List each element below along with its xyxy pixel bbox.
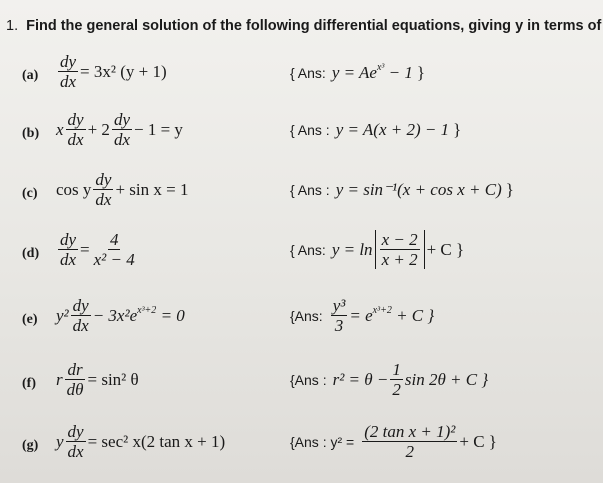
equation-lhs: x (56, 119, 64, 139)
item-label: (d) (22, 246, 40, 261)
item-label: (g) (22, 438, 39, 453)
item-f (0, 358, 603, 414)
equation-rhs: − $3x^2e^{x^3+2} = 0$ (92, 305, 185, 325)
equation-lhs: cos y (56, 179, 92, 199)
answer-expression: $y = Ae^{x^3} - 1$ (331, 62, 413, 82)
item-label: (e) (22, 312, 38, 327)
item-g (0, 420, 603, 476)
answer-open: { Ans: (290, 241, 326, 258)
equation (56, 296, 185, 335)
question-text: Find the general solution of the following differential equations, giving y in terms of (26, 18, 602, 34)
equation (56, 230, 139, 269)
item-c (0, 168, 603, 224)
item-label: (c) (22, 186, 38, 201)
answer-suffix: = $e^{x^3+2} + C$ } (349, 305, 435, 325)
equation-term: + 2 (87, 119, 110, 139)
answer-fraction: $\frac{x - 2}{x + 2}$ (381, 230, 418, 269)
absolute-value (375, 230, 425, 269)
equation-lhs: r (56, 369, 63, 389)
answer-close: } (505, 180, 514, 199)
answer (286, 230, 464, 269)
answer-open: {Ans : (290, 371, 327, 388)
equation-rhs: = sin² θ (87, 369, 139, 389)
answer (286, 180, 514, 200)
equation-rhs: = sec² x(2 tan x + 1) (87, 431, 226, 451)
equals-sign: = (80, 239, 90, 259)
equation-rhs: − 1 = y (133, 119, 183, 139)
answer-prefix: y = ln (331, 239, 373, 259)
item-d (0, 228, 603, 284)
equation-lhs: y² (56, 305, 69, 325)
derivative-fraction: $\frac{dy}{dx}$ (72, 296, 89, 335)
item-b (0, 108, 603, 164)
answer (286, 422, 497, 461)
item-label: (a) (22, 68, 39, 83)
equation-rhs: = 3x² (y + 1) (80, 61, 167, 81)
item-e (0, 294, 603, 350)
answer-expression: y = A(x + 2) − 1 (335, 120, 450, 139)
derivative-fraction: $\frac{dy}{dx}$ (95, 170, 112, 209)
item-label: (f) (22, 376, 36, 391)
answer-fraction: $\frac{\text{(2 tan x + 1)²}}{2}$ (364, 422, 456, 461)
equation (56, 360, 139, 399)
answer (286, 360, 488, 399)
answer-suffix: + C } (426, 239, 465, 259)
derivative-fraction: $\frac{dy}{dx}$ (113, 110, 130, 149)
answer (286, 120, 461, 140)
answer-open: {Ans : y² = (290, 433, 355, 450)
item-label: (b) (22, 126, 40, 141)
answer-open: { Ans : (290, 122, 330, 138)
answer-close: } (416, 62, 426, 82)
answer (286, 62, 425, 83)
answer-open: {Ans: (290, 307, 323, 324)
equation (56, 422, 225, 461)
equation-rhs: + sin x = 1 (115, 179, 189, 199)
answer-open: { Ans: (290, 64, 326, 81)
question-number: 1. (6, 18, 19, 34)
answer-suffix: sin 2θ + C } (404, 369, 489, 389)
answer (286, 296, 434, 335)
derivative-fraction: $\frac{dy}{dx}$ (67, 110, 84, 149)
answer-close: } (453, 120, 462, 139)
answer-suffix: + C } (459, 431, 497, 451)
derivative-fraction: $\frac{dy}{dx}$ (67, 422, 84, 461)
equation (56, 170, 188, 209)
derivative-fraction: $\frac{dy}{dx}$ (60, 52, 77, 91)
derivative-fraction: $\frac{dr}{d\theta}$ (66, 360, 84, 399)
equation-lhs: y (56, 431, 64, 451)
answer-open: { Ans : (290, 182, 330, 198)
item-a (0, 50, 603, 106)
derivative-fraction: $\frac{dy}{dx}$ (60, 230, 77, 269)
answer-prefix: r² = θ − (332, 369, 389, 389)
equation (56, 52, 167, 91)
answer-expression: y = sin⁻¹(x + cos x + C) (335, 180, 502, 199)
answer-fraction: $\frac{\text{y³}}{3}$ (332, 296, 346, 335)
equation (56, 110, 183, 149)
answer-fraction: $\frac{1}{2}$ (392, 360, 401, 399)
question-heading (6, 18, 601, 34)
rhs-fraction: $\frac{4}{\text{x² − 4}}$ (93, 230, 135, 269)
